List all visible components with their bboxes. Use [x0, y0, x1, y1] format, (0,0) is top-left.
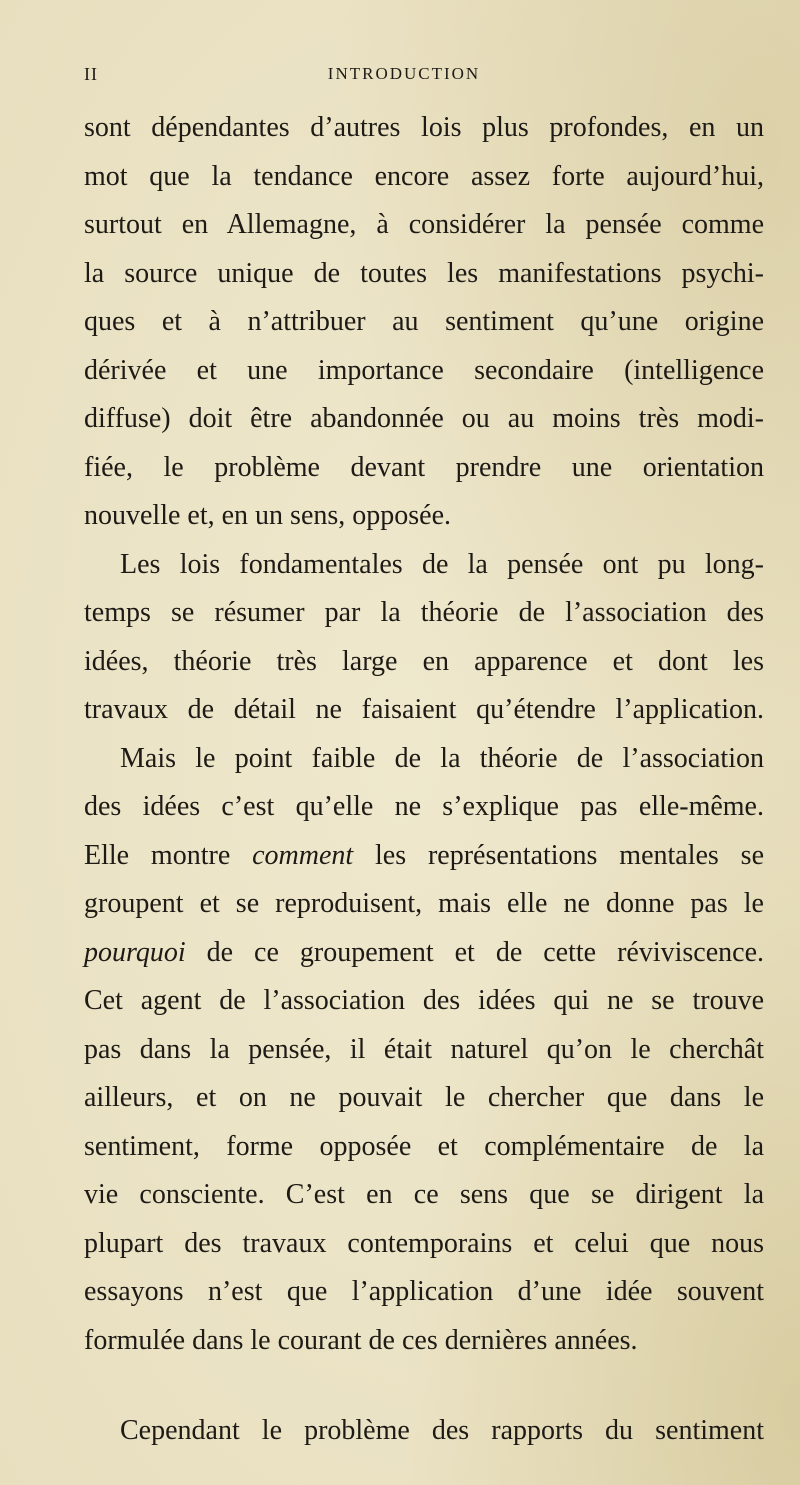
text-line: [84, 832, 764, 881]
text-line: fiée, le problème devant prendre une orientation: [84, 451, 764, 483]
italic-word: pourquoi: [84, 936, 186, 968]
text-line: idées, théorie très large en apparence et dont les: [84, 645, 764, 677]
text-line: diffuse) doit être abandonnée ou au moins très modi-: [84, 403, 764, 434]
text-line: ailleurs, et on ne pouvait le chercher que dans le: [84, 1082, 764, 1113]
running-head-title: INTRODUCTION: [327, 64, 481, 83]
text-fragment: de ce groupement et de cette réviviscence.: [185, 936, 764, 968]
text-line: des idées c’est qu’elle ne s’explique pas elle-même.: [84, 791, 764, 822]
text-line: essayons n’est que l’application d’une idée souvent: [84, 1276, 764, 1307]
text-line: travaux de détail ne faisaient qu’étendre l’application.: [84, 694, 764, 725]
paragraph-start-line: Mais le point faible de la théorie de l’association: [120, 742, 764, 774]
text-line: dérivée et une importance secondaire (intelligence: [84, 354, 764, 386]
text-line: Cet agent de l’association des idées qui ne se trouve: [84, 985, 764, 1016]
paragraph-gap: [84, 1365, 764, 1407]
text-fragment: les représentations mentales se: [353, 839, 764, 871]
text-line: sont dépendantes d’autres lois plus profondes, en un: [84, 112, 764, 143]
text-line: surtout en Allemagne, à considérer la pensée comme: [84, 209, 764, 240]
text-line: ques et à n’attribuer au sentiment qu’une origine: [84, 306, 764, 337]
text-line: la source unique de toutes les manifestations psychi-: [84, 257, 764, 289]
body-text: [84, 104, 764, 1456]
text-line: plupart des travaux contemporains et celui que nous: [84, 1227, 764, 1259]
running-head: [84, 64, 724, 88]
text-line: [84, 929, 764, 978]
page-number: II: [84, 64, 98, 84]
text-fragment: Elle montre: [84, 839, 253, 871]
text-line: formulée dans le courant de ces dernières années.: [84, 1324, 638, 1356]
text-line: vie consciente. C’est en ce sens que se dirigent la: [84, 1179, 764, 1210]
text-line: pas dans la pensée, il était naturel qu’on le cherchât: [84, 1033, 764, 1065]
text-line: mot que la tendance encore assez forte aujourd’hui,: [84, 160, 764, 192]
paragraph-start-line: Cependant le problème des rapports du sentiment: [120, 1415, 764, 1446]
italic-word: comment: [252, 839, 354, 871]
text-line: groupent et se reproduisent, mais elle ne donne pas le: [84, 888, 764, 919]
text-line: sentiment, forme opposée et complémentaire de la: [84, 1130, 764, 1162]
paragraph-start-line: Les lois fondamentales de la pensée ont pu long-: [120, 548, 764, 580]
text-line: temps se résumer par la théorie de l’association des: [84, 597, 764, 628]
text-line: nouvelle et, en un sens, opposée.: [84, 500, 452, 531]
